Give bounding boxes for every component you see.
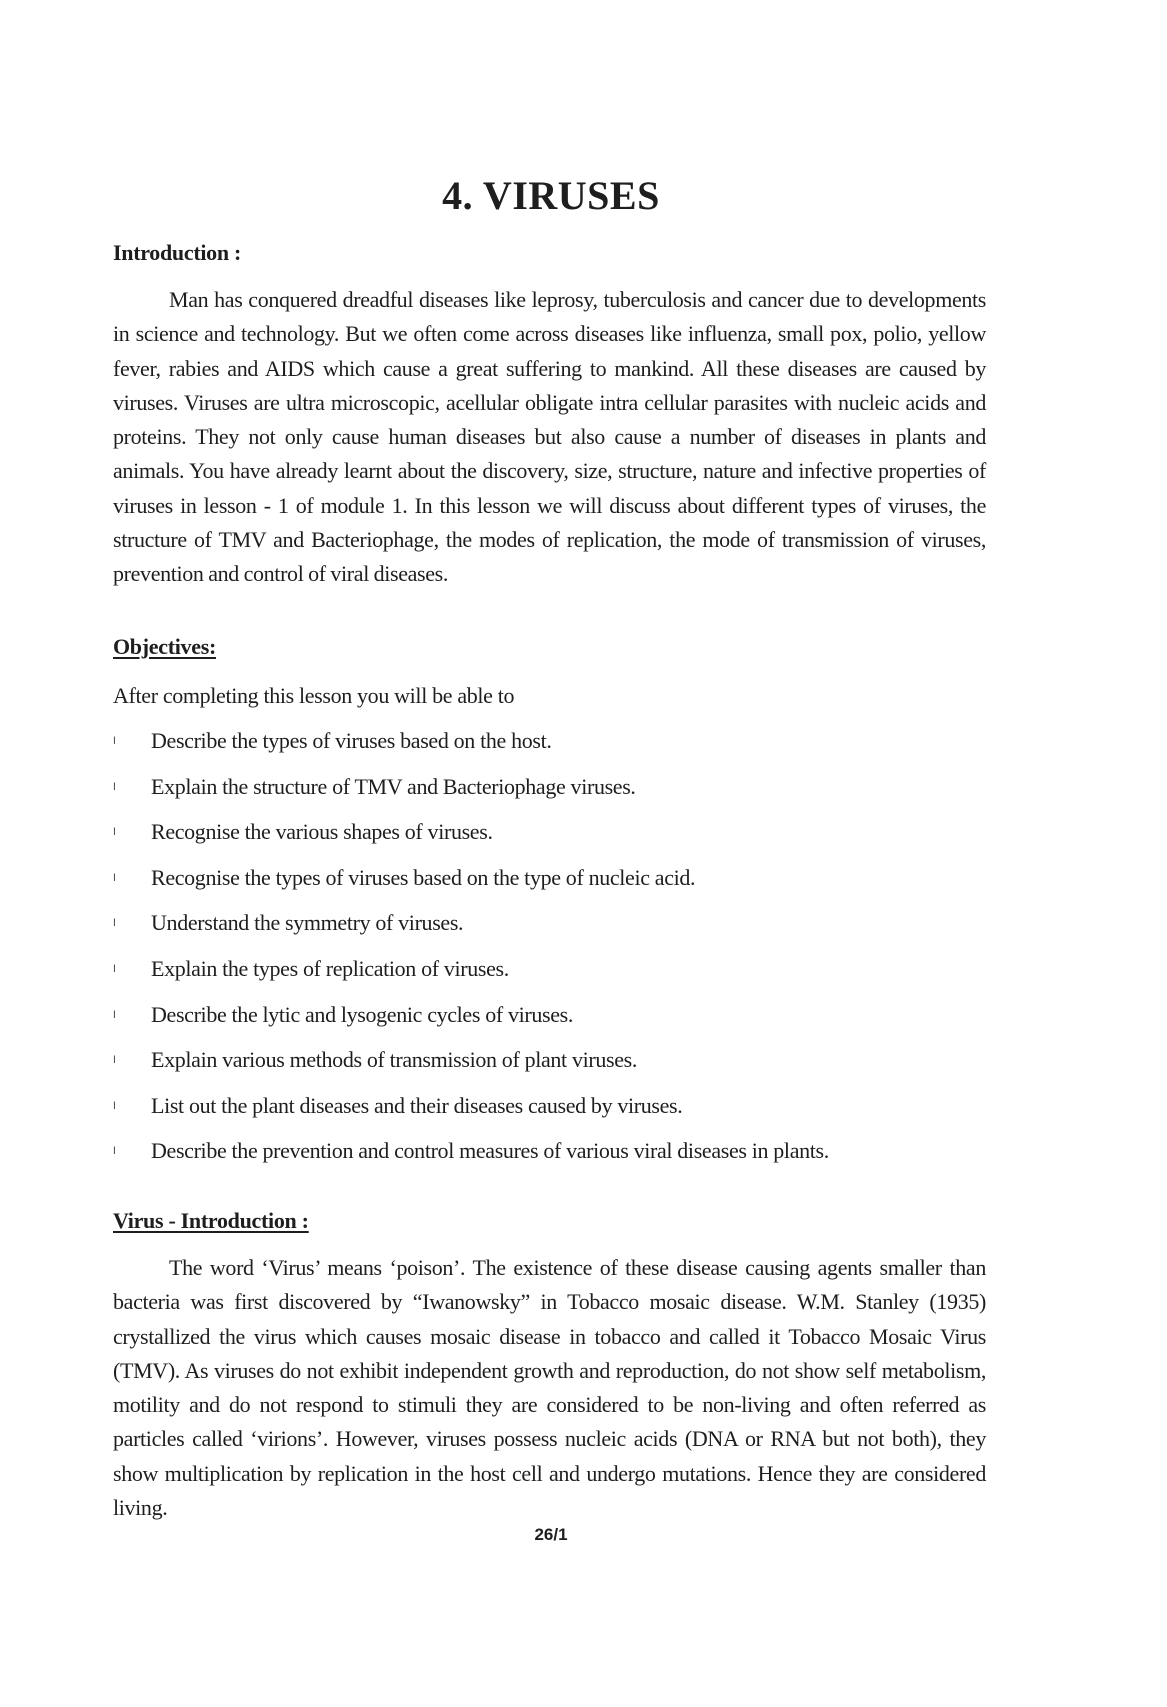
objective-text: Describe the types of viruses based on the host. [151,728,552,753]
bullet-icon: l [113,781,116,793]
bullet-icon: l [113,1100,116,1112]
objective-text: Recognise the types of viruses based on the type of nucleic acid. [151,864,696,890]
objective-item [113,1001,993,1047]
objective-item [113,909,993,955]
objective-item [113,955,993,1001]
objective-text: Explain the structure of TMV and Bacteriophage viruses. [151,773,636,799]
objective-item [113,727,993,773]
bullet-icon: l [113,736,116,747]
objective-text: Describe the lytic and lysogenic cycles of viruses. [151,1001,574,1027]
objective-text: Recognise the various shapes of viruses. [151,819,493,845]
objective-item [113,773,993,819]
chapter-title: 4. VIRUSES [442,173,660,218]
virus-introduction-paragraph: The word ‘Virus’ means ‘poison’. The existence of these disease causing agents smaller than bacteria was first discovered by “Iwanowsky” in Tobacco mosaic disease. W.M. Stanley (1935) crystallized the virus which causes mosaic disease in tobacco and called it Tobacco Mosaic Virus (TMV). As viruses do not exhibit independent growth and reproduction, do not show self metabolism, motility and do not respond to stimuli they are considered to be non-living and often referred as particles called ‘virions’. However, viruses possess nucleic acids (DNA or RNA but not both), they show multiplication by replication in the host cell and undergo mutations. Hence they are considered living. [113,1255,986,1521]
objective-text: Explain the types of replication of viruses. [151,955,509,981]
objective-item [113,1137,993,1183]
objective-item [113,864,993,910]
page-number: 26/1 [534,1525,568,1544]
objective-text: Describe the prevention and control measures of various viral diseases in plants. [151,1138,829,1164]
objective-item [113,818,993,864]
bullet-icon: l [113,1055,116,1067]
bullet-icon: l [113,1009,116,1021]
objective-text: Understand the symmetry of viruses. [151,910,464,936]
introduction-heading: Introduction : [113,240,242,265]
objectives-list [113,727,993,1183]
introduction-paragraph: Man has conquered dreadful diseases like leprosy, tuberculosis and cancer due to developments in science and technology. But we often come across diseases like influenza, small pox, polio, yellow fever, rabies and AIDS which cause a great suffering to mankind. All these diseases are caused by viruses. Viruses are ultra microscopic, acellular obligate intra cellular parasites with nucleic acids and proteins. They not only cause human diseases but also cause a number of diseases in plants and animals. You have already learnt about the discovery, size, structure, nature and infective properties of viruses in lesson - 1 of module 1. In this lesson we will discuss about different types of viruses, the structure of TMV and Bacteriophage, the modes of replication, the mode of transmission of viruses, prevention and control of viral diseases. [113,287,986,587]
objective-text: List out the plant diseases and their diseases caused by viruses. [151,1092,683,1118]
virus-introduction-heading: Virus - Introduction : [113,1208,309,1233]
bullet-icon: l [113,1146,116,1158]
objective-text: Explain various methods of transmission of plant viruses. [151,1047,637,1073]
bullet-icon: l [113,963,116,975]
objectives-lead-text: After completing this lesson you will be able to [113,683,515,708]
bullet-icon: l [113,827,116,839]
bullet-icon: l [113,918,116,930]
objectives-heading: Objectives: [113,634,216,659]
bullet-icon: l [113,872,116,884]
objective-item [113,1046,993,1092]
objective-item [113,1092,993,1138]
